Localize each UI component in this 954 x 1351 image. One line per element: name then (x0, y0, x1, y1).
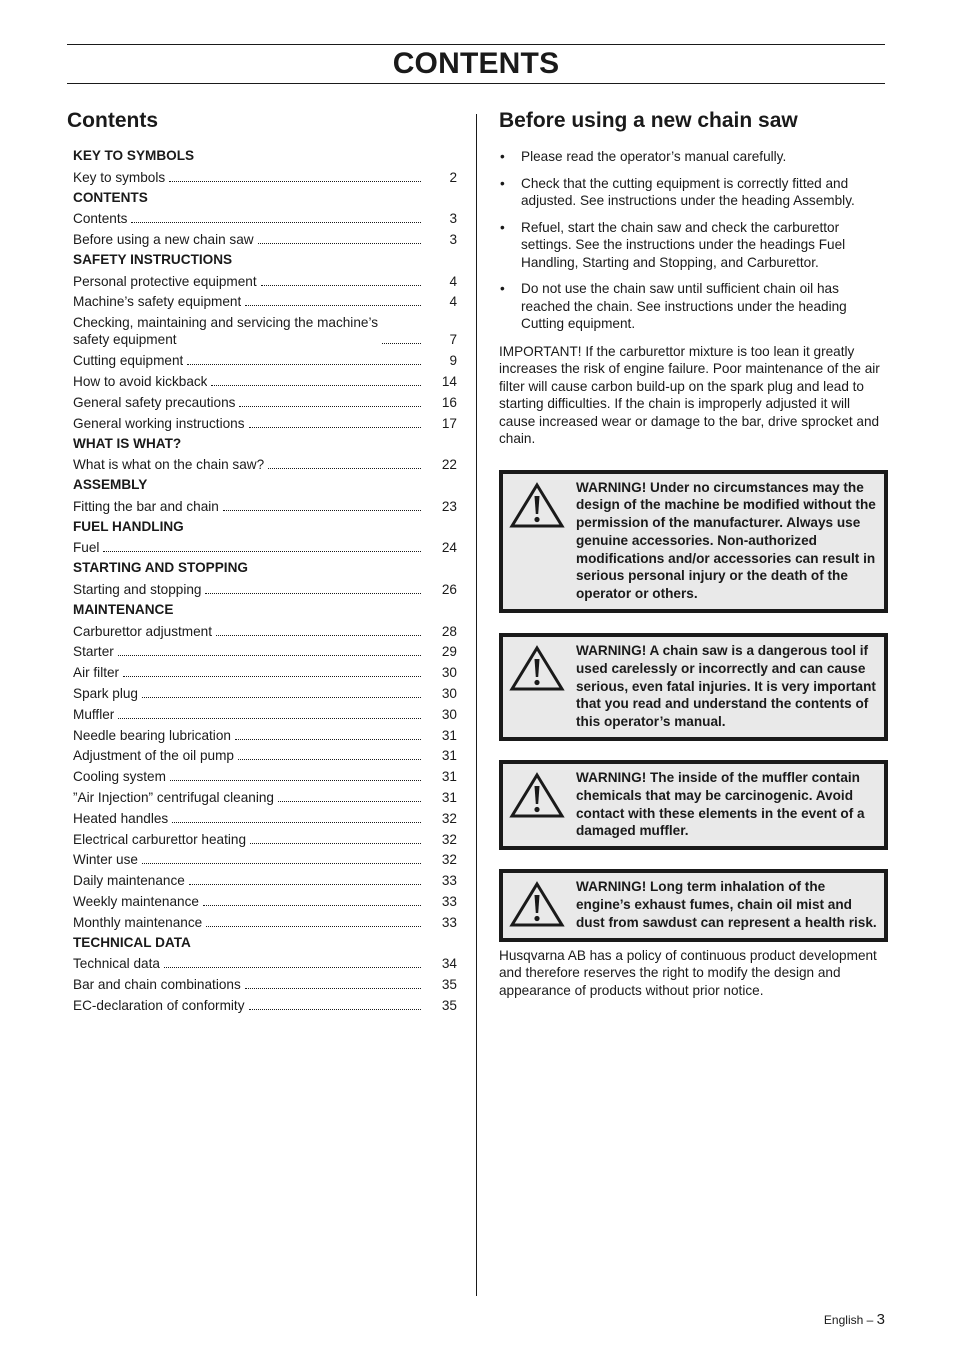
instruction-item (499, 175, 887, 210)
toc-entry (73, 704, 457, 725)
toc-page-number: 26 (441, 581, 457, 597)
toc-group-title: ASSEMBLY (73, 477, 148, 493)
toc-page-number: 34 (441, 956, 457, 972)
important-note: IMPORTANT! If the carburettor mixture is too lean it greatly increases the risk of engine failure. Poor maintenance of the air filter will cause carbon build-up on the spark plug and lead to starting difficulties. If the chain is improperly adjusted it will cause increased wear or damage to the bar, drive sprocket and chain. (499, 343, 880, 446)
instruction-text: Do not use the chain saw until sufficient chain oil has reached the chain. See instructions under the heading Cutting equipment. (521, 281, 847, 331)
warning-text: WARNING! Long term inhalation of the engine’s exhaust fumes, chain oil mist and dust from sawdust can represent a health risk. (576, 879, 877, 930)
toc-entry (73, 454, 457, 475)
toc-entry (73, 870, 457, 891)
toc-page-number: 4 (449, 273, 457, 289)
toc-dot-leader (238, 759, 421, 760)
toc-entry (73, 829, 457, 850)
toc-page-number: 35 (441, 997, 457, 1013)
toc-entry (73, 579, 457, 600)
bullet-dot: • (500, 219, 505, 235)
toc-page-number: 31 (441, 748, 457, 764)
instruction-list (499, 148, 887, 333)
toc-dot-leader (189, 884, 421, 885)
toc-heading: Contents (67, 109, 158, 132)
toc-page-number: 32 (441, 852, 457, 868)
toc-dot-leader (250, 843, 421, 844)
toc-dot-leader (131, 222, 421, 223)
toc-dot-leader (211, 385, 421, 386)
toc-entry (73, 208, 457, 229)
toc-entry (73, 292, 457, 313)
toc-entry-text: Muffler (73, 706, 115, 722)
toc-dot-leader (245, 988, 421, 989)
page-title: CONTENTS (392, 47, 560, 80)
toc-entry (73, 850, 457, 871)
toc-entry (73, 392, 457, 413)
toc-entry-text: Machine’s safety equipment (73, 294, 242, 310)
toc-column (67, 108, 457, 1016)
toc-page-number: 33 (441, 873, 457, 889)
toc-dot-leader (216, 635, 421, 636)
toc-entry-text: Weekly maintenance (73, 893, 199, 909)
toc-entry-text: Air filter (73, 665, 120, 681)
column-divider (476, 114, 477, 1296)
toc-entry-text: ”Air Injection” centrifugal cleaning (73, 789, 274, 805)
toc-entry-text: Electrical carburettor heating (73, 831, 247, 847)
toc-entry-text-line: Checking, maintaining and servicing the machine’s (73, 315, 379, 331)
instruction-text: Refuel, start the chain saw and check the carburettor settings. See the instructions under the headings Fuel Handling, Starting and Stopping, and Carburettor. (521, 219, 846, 270)
toc-entry-text: Winter use (73, 852, 138, 868)
toc-entry (73, 746, 457, 767)
toc-entry (73, 662, 457, 683)
toc-dot-leader (245, 305, 421, 306)
toc-entry (73, 683, 457, 704)
warning-box (499, 869, 888, 941)
bullet-dot: • (500, 281, 505, 296)
footer-separator: – (866, 1313, 874, 1327)
toc-page-number: 32 (441, 831, 457, 847)
warning-box (499, 633, 888, 741)
toc-entry (73, 642, 457, 663)
toc-page-number: 28 (441, 623, 457, 639)
toc-dot-leader (278, 801, 421, 802)
toc-page-number: 33 (441, 914, 457, 930)
toc-dot-leader (118, 655, 421, 656)
toc-entry-text: Starting and stopping (73, 581, 202, 597)
instruction-item (499, 148, 887, 166)
toc-dot-leader (203, 905, 421, 906)
toc-entry (73, 621, 457, 642)
toc-entry-text: Starter (73, 644, 114, 660)
toc-entry-text: Cooling system (73, 769, 166, 785)
toc-entry-text: How to avoid kickback (73, 373, 208, 389)
toc-entry (73, 350, 457, 371)
toc-dot-leader (268, 468, 421, 469)
toc-entry-text: Cutting equipment (73, 353, 184, 369)
toc-dot-leader (239, 406, 421, 407)
toc-entry-text: Adjustment of the oil pump (73, 748, 234, 764)
toc-entry-text: Needle bearing lubrication (73, 727, 231, 743)
toc-page-number: 29 (441, 644, 457, 660)
toc-entry-text-line: safety equipment (73, 332, 177, 348)
toc-page-number: 30 (441, 706, 457, 722)
page-header (67, 44, 885, 84)
warning-triangle-icon (509, 481, 565, 529)
toc-page-number: 3 (449, 231, 457, 247)
toc-entry-text: Spark plug (73, 685, 138, 701)
toc-entry-text (73, 314, 378, 348)
toc-dot-leader (142, 697, 421, 698)
toc-entry-text: EC-declaration of conformity (73, 997, 245, 1013)
toc-page-number: 24 (441, 540, 457, 556)
toc-dot-leader (261, 285, 421, 286)
toc-dot-leader (382, 343, 421, 344)
toc-group-title: STARTING AND STOPPING (73, 560, 248, 576)
toc-dot-leader (205, 593, 421, 594)
toc-group-title: CONTENTS (73, 189, 148, 205)
toc-entry (73, 725, 457, 746)
toc-list (67, 146, 457, 1016)
warning-triangle-icon (509, 880, 565, 928)
toc-entry-text: Daily maintenance (73, 873, 185, 889)
toc-entry (73, 808, 457, 829)
toc-entry (73, 371, 457, 392)
before-using-column (499, 108, 887, 999)
toc-dot-leader (123, 676, 421, 677)
toc-entry (73, 167, 457, 188)
toc-entry (73, 496, 457, 517)
toc-dot-leader (170, 780, 421, 781)
toc-dot-leader (142, 863, 421, 864)
toc-dot-leader (187, 364, 421, 365)
toc-page-number: 4 (449, 294, 457, 310)
toc-entry (73, 413, 457, 434)
toc-page-number: 3 (449, 211, 457, 227)
toc-group-title: KEY TO SYMBOLS (73, 148, 195, 163)
footer-language: English (823, 1313, 864, 1327)
instruction-item (499, 219, 887, 272)
warning-text: WARNING! Under no circumstances may the design of the machine be modified without the permission of the manufacturer. Always use genuine accessories. Non-authorized modifications and/or accessories can result in serious personal injury or the death of the operator or others. (576, 479, 876, 602)
warning-box (499, 470, 888, 614)
toc-page-number: 31 (441, 789, 457, 805)
toc-dot-leader (249, 1009, 421, 1010)
toc-dot-leader (103, 551, 421, 552)
toc-dot-leader (118, 718, 421, 719)
policy-note: Husqvarna AB has a policy of continuous product development and therefore reserves the right to modify the design and appearance of products without prior notice. (499, 947, 877, 998)
toc-entry (73, 766, 457, 787)
toc-group-title: SAFETY INSTRUCTIONS (73, 251, 233, 267)
toc-entry-text: Monthly maintenance (73, 914, 203, 930)
toc-dot-leader (258, 243, 421, 244)
toc-page-number: 32 (441, 810, 457, 826)
warning-triangle-icon (509, 771, 565, 819)
toc-dot-leader (235, 739, 421, 740)
toc-page-number: 9 (449, 353, 457, 369)
toc-entry-text: General safety precautions (73, 394, 236, 410)
toc-entry-text: Contents (73, 211, 128, 227)
footer-page-number: 3 (876, 1311, 885, 1328)
toc-entry-text: Key to symbols (73, 169, 166, 185)
toc-entry (73, 787, 457, 808)
toc-entry (73, 312, 457, 350)
toc-page-number: 30 (441, 665, 457, 681)
toc-page-number: 30 (441, 685, 457, 701)
toc-page-number: 35 (441, 977, 457, 993)
toc-entry (73, 912, 457, 933)
toc-dot-leader (169, 181, 421, 182)
toc-entry-text: Technical data (73, 956, 160, 972)
toc-entry-text: Before using a new chain saw (73, 231, 254, 247)
warning-box (499, 760, 888, 850)
toc-page-number: 22 (441, 457, 457, 473)
toc-entry (73, 995, 457, 1016)
instruction-text: Check that the cutting equipment is correctly fitted and adjusted. See instructions under the heading Assembly. (521, 175, 855, 208)
toc-entry-text: Carburettor adjustment (73, 623, 213, 639)
toc-dot-leader (249, 427, 421, 428)
warning-triangle-icon (509, 644, 565, 692)
toc-page-number: 7 (449, 332, 457, 348)
toc-dot-leader (223, 510, 421, 511)
toc-group-title: WHAT IS WHAT? (73, 435, 182, 451)
toc-group-title: TECHNICAL DATA (73, 934, 191, 950)
toc-group-title: FUEL HANDLING (73, 518, 184, 534)
toc-page-number: 31 (441, 769, 457, 785)
toc-page-number: 33 (441, 893, 457, 909)
toc-entry (73, 974, 457, 995)
toc-entry-text: Bar and chain combinations (73, 977, 241, 993)
toc-entry (73, 271, 457, 292)
toc-page-number: 2 (449, 169, 457, 185)
toc-entry (73, 538, 457, 559)
toc-entry (73, 953, 457, 974)
warning-text: WARNING! A chain saw is a dangerous tool if used carelessly or incorrectly and can cause serious, even fatal injuries. It is very important that you read and understand the contents of this operator’s manual. (576, 643, 876, 730)
toc-dot-leader (172, 822, 421, 823)
page-footer (824, 1311, 885, 1328)
toc-group-title: MAINTENANCE (73, 601, 174, 617)
before-using-heading: Before using a new chain saw (499, 109, 798, 132)
toc-page-number: 16 (441, 394, 457, 410)
instruction-text: Please read the operator’s manual carefully. (521, 149, 787, 164)
toc-entry-text: Fuel (73, 540, 100, 556)
toc-entry-text: General working instructions (73, 415, 245, 431)
toc-entry (73, 229, 457, 250)
toc-page-number: 23 (441, 498, 457, 514)
instruction-item (499, 280, 887, 333)
toc-page-number: 14 (441, 373, 457, 389)
toc-dot-leader (164, 967, 421, 968)
toc-entry-text: Heated handles (73, 810, 169, 826)
toc-entry-text: What is what on the chain saw? (73, 457, 265, 473)
toc-entry-text: Personal protective equipment (73, 273, 257, 289)
toc-page-number: 17 (441, 415, 457, 431)
toc-entry (73, 891, 457, 912)
toc-entry-text: Fitting the bar and chain (73, 498, 219, 514)
bullet-dot: • (500, 175, 505, 191)
warning-text: WARNING! The inside of the muffler contain chemicals that may be carcinogenic. Avoid contact with these elements in the event of a damaged muffler. (576, 770, 865, 839)
toc-page-number: 31 (441, 727, 457, 743)
toc-dot-leader (206, 926, 421, 927)
bullet-dot: • (500, 149, 505, 164)
